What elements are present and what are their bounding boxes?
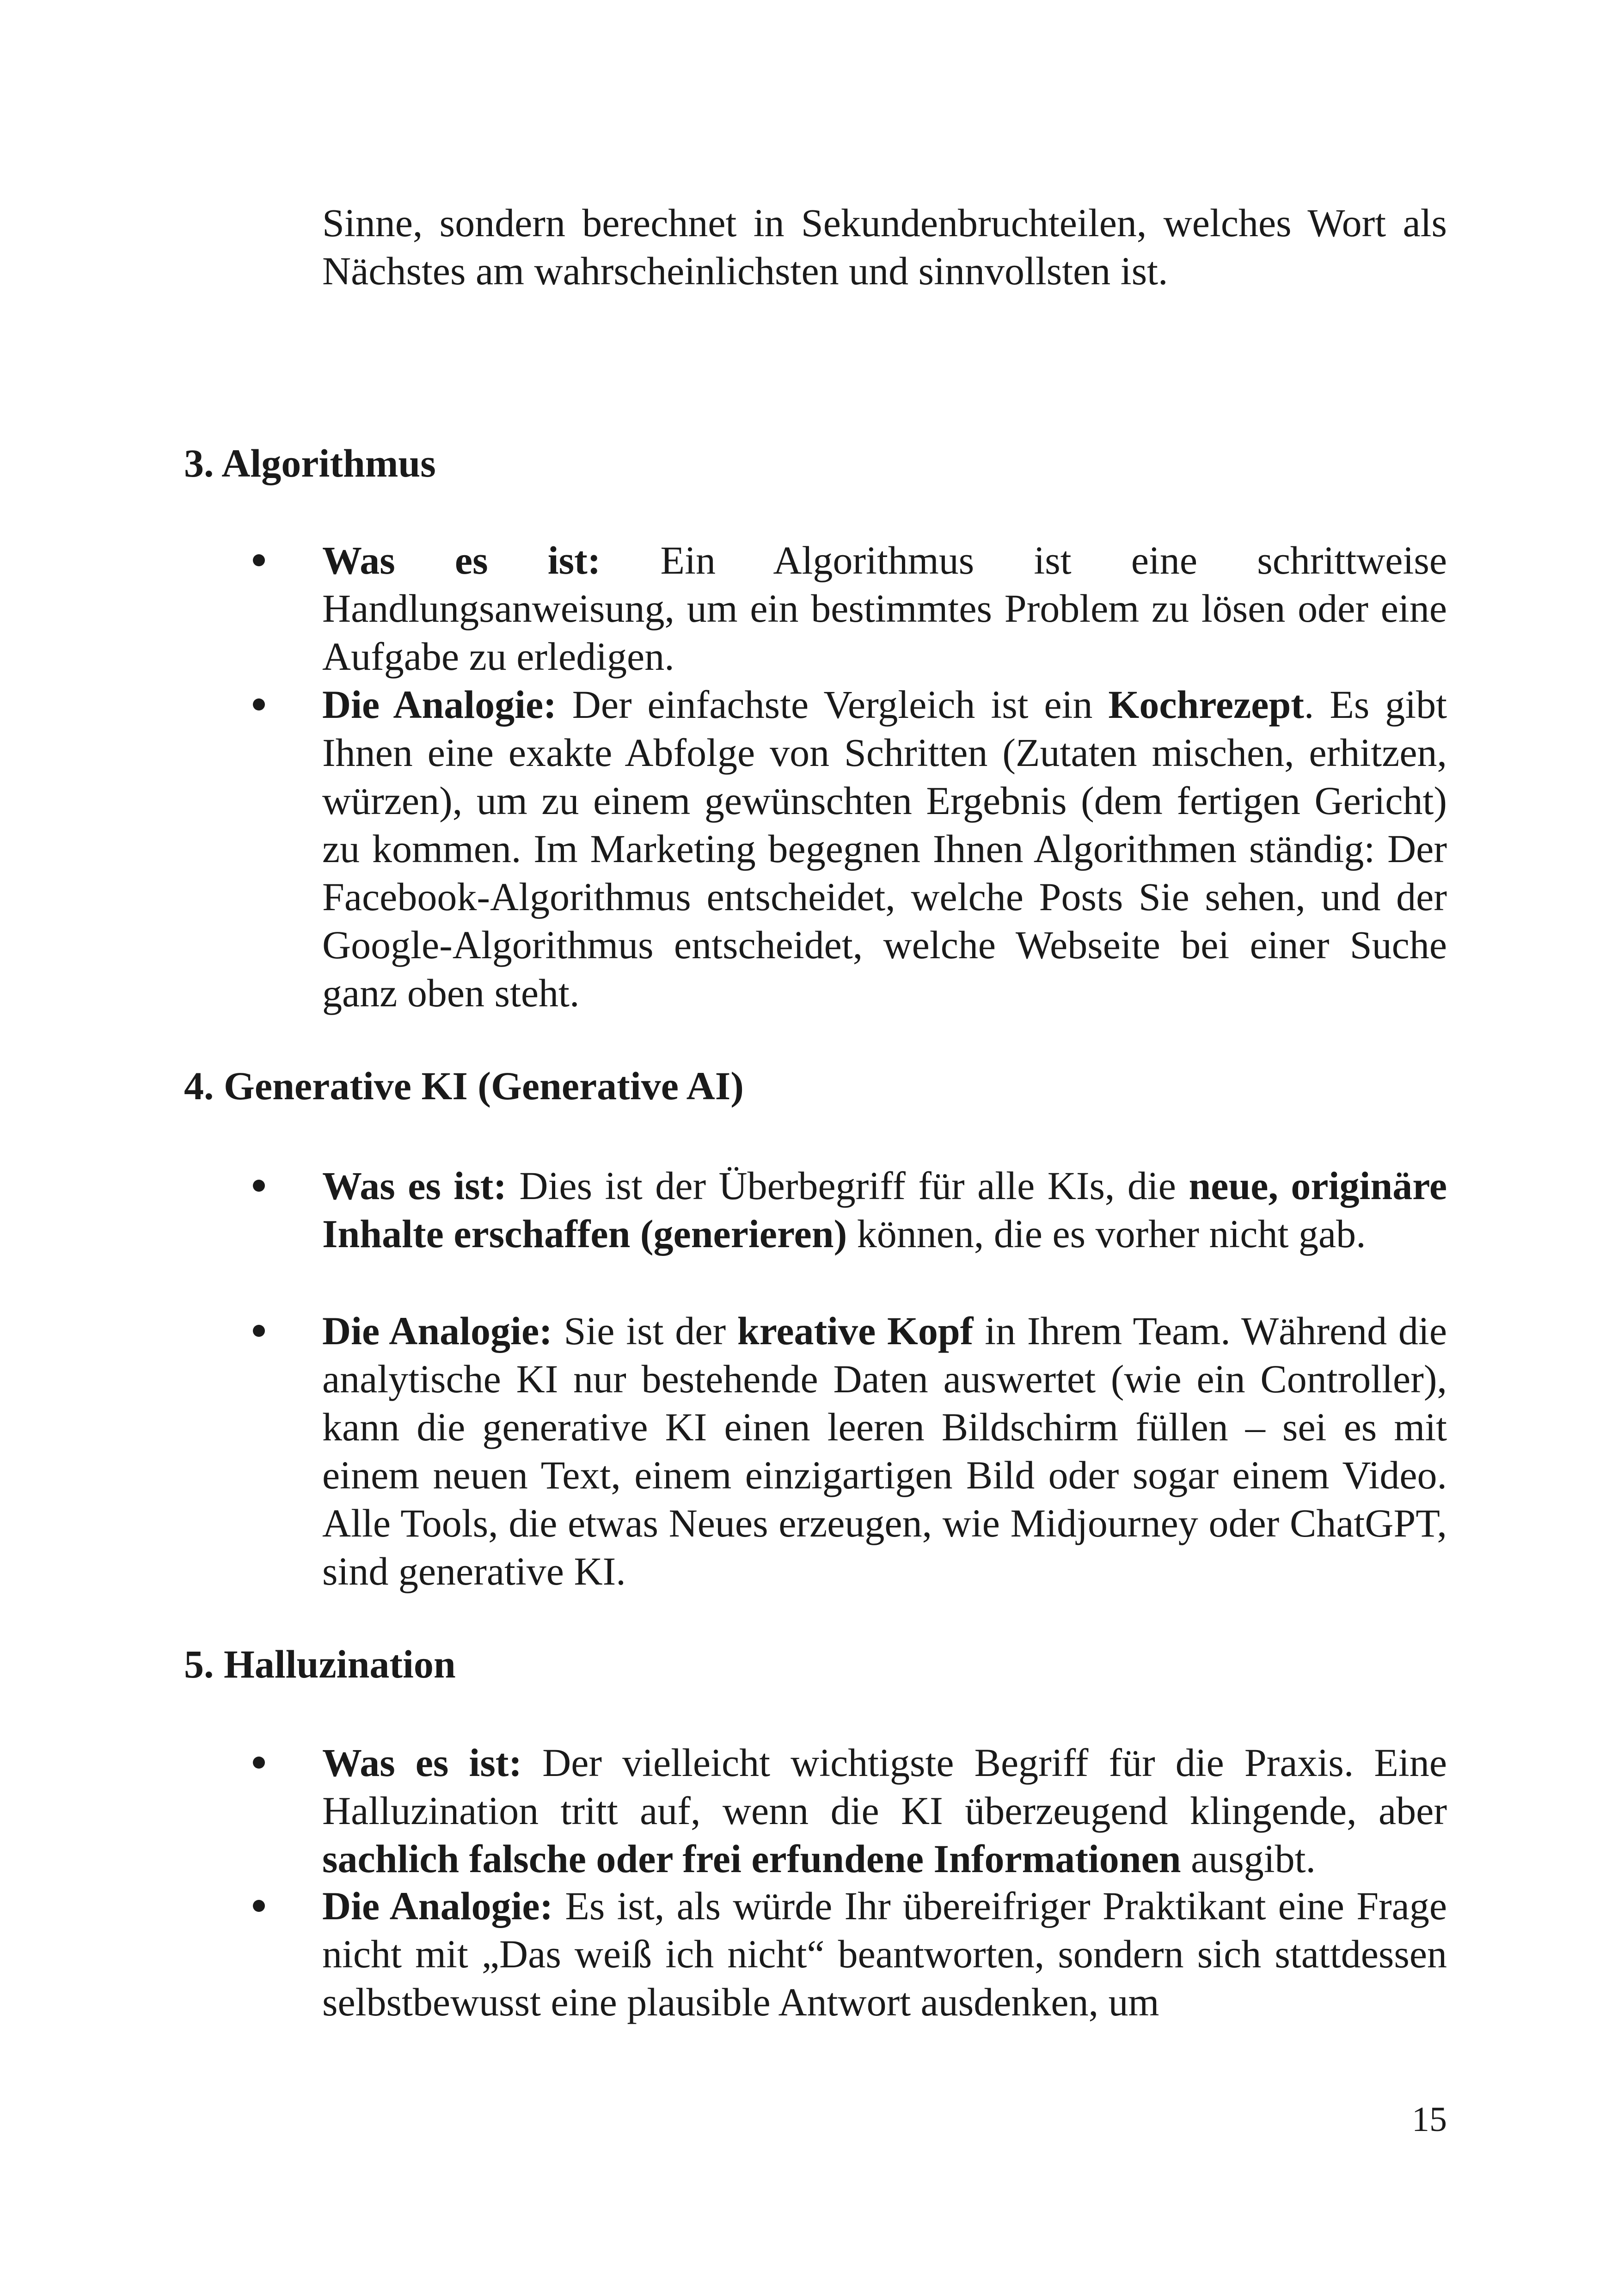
- bullet-icon: [253, 1900, 265, 1912]
- section-heading-generative-ki: 4. Generative KI (Generative AI): [184, 1064, 744, 1108]
- bullet-emphasis: Kochrezept: [1108, 682, 1304, 727]
- bullet-body: ausgibt.: [1181, 1837, 1316, 1881]
- bullet-text: [322, 1882, 1447, 2026]
- section-heading-algorithmus: 3. Algorithmus: [184, 441, 436, 485]
- bullet-icon: [253, 1757, 265, 1769]
- bullet-body: . Es gibt Ihnen eine exakte Abfolge von Schritten (Zutaten mischen, erhitzen, würzen), um zu einem gewünschten Ergebnis (dem fertigen Gericht) zu kommen. Im Marketing begegnen Ihnen Algorithmen ständig: Der Facebook-Algorithmus entscheidet, welche Posts Sie sehen, und der Google-Algorithmus entscheidet, welche Webseite bei einer Suche ganz oben steht.: [322, 682, 1447, 1015]
- section-heading-halluzination: 5. Halluzination: [184, 1642, 456, 1686]
- page-number: 15: [1412, 2100, 1447, 2139]
- bullet-label: Die Analogie:: [322, 682, 557, 727]
- bullet-body: Sie ist der: [552, 1309, 737, 1353]
- bullet-body: Dies ist der Überbegriff für alle KIs, die: [506, 1163, 1189, 1208]
- bullet-text: [322, 1307, 1447, 1595]
- bullet-text: [322, 1739, 1447, 1883]
- bullet-label: Die Analogie:: [322, 1309, 552, 1353]
- bullet-body: Ein Algorithmus ist eine schrittweise Handlungsanweisung, um ein bestimmtes Problem zu lösen oder eine Aufgabe zu erledigen.: [322, 538, 1447, 679]
- bullet-body: können, die es vorher nicht gab.: [847, 1212, 1366, 1256]
- bullet-label: Was es ist:: [322, 1740, 522, 1785]
- bullet-body: Der vielleicht wichtigste Begriff für die Praxis. Eine Halluzination tritt auf, wenn die KI überzeugend klingende, aber: [322, 1740, 1447, 1833]
- bullet-label: Die Analogie:: [322, 1884, 553, 1928]
- bullet-icon: [253, 1325, 265, 1337]
- bullet-icon: [253, 1180, 265, 1192]
- bullet-label: Was es ist:: [322, 1163, 507, 1208]
- bullet-body: in Ihrem Team. Während die analytische KI nur bestehende Daten auswertet (wie ein Controller), kann die generative KI einen leeren Bildschirm füllen – sei es mit einem neuen Text, einem einzigartigen Bild oder sogar einem Video. Alle Tools, die etwas Neues erzeugen, wie Midjourney oder ChatGPT, sind generative KI.: [322, 1309, 1447, 1593]
- bullet-text: [322, 536, 1447, 680]
- bullet-emphasis: kreative Kopf: [737, 1309, 974, 1353]
- bullet-text: [322, 680, 1447, 1017]
- bullet-icon: [253, 554, 265, 566]
- bullet-text: [322, 1162, 1447, 1258]
- bullet-body: Es ist, als würde Ihr übereifriger Praktikant eine Frage nicht mit „Das weiß ich nicht“ beantworten, sondern sich stattdessen selbstbewusst eine plausible Antwort ausdenken, um: [322, 1884, 1447, 2024]
- bullet-emphasis: sachlich falsche oder frei erfundene Informationen: [322, 1837, 1181, 1881]
- bullet-emphasis: neue, originäre Inhalte erschaffen (generieren): [322, 1163, 1447, 1256]
- bullet-label: Was es ist:: [322, 538, 601, 582]
- bullet-icon: [253, 698, 265, 710]
- bullet-body: Der einfachste Vergleich ist ein: [556, 682, 1109, 727]
- continuation-paragraph: Sinne, sondern berechnet in Sekundenbruchteilen, welches Wort als Nächstes am wahrscheinlichsten und sinnvollsten ist.: [322, 201, 1447, 293]
